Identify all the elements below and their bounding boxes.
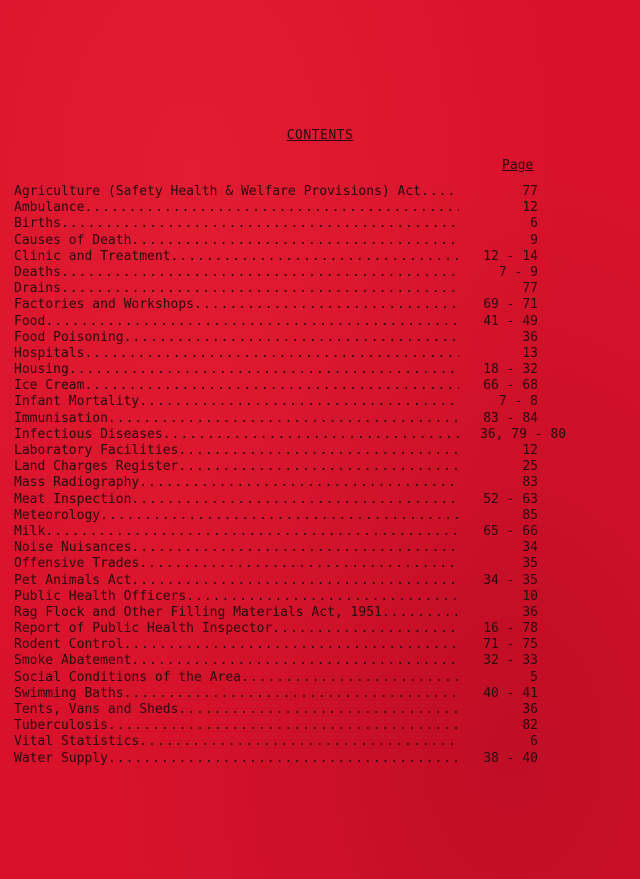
- toc-entry-label: Food .....: [14, 314, 459, 330]
- toc-entry: [14, 233, 574, 249]
- toc-entry-pages: 5: [530, 669, 538, 685]
- toc-entry-pages: 6: [530, 734, 538, 750]
- toc-entry: [14, 281, 574, 297]
- toc-entry-pages: 34: [522, 540, 538, 556]
- toc-entry: [14, 686, 574, 702]
- toc-entry-label: Births .....: [14, 216, 459, 232]
- toc-entry-pages: 83 - 84: [483, 410, 538, 426]
- toc-entry: [14, 621, 574, 637]
- contents-title: CONTENTS: [286, 128, 354, 143]
- toc-entry-label: Deaths .....: [14, 265, 459, 281]
- toc-entry: [14, 573, 574, 589]
- toc-entry-pages: 38 - 40: [483, 750, 538, 766]
- toc-entry-label: Ambulance .....: [14, 200, 459, 216]
- toc-entry: [14, 751, 574, 767]
- toc-entry-label: Agriculture (Safety Health & Welfare Provisions) Act .....: [14, 184, 459, 200]
- toc-entry: [14, 362, 574, 378]
- toc-entry: [14, 653, 574, 669]
- toc-entry-label: Rag Flock and Other Filling Materials Act, 1951 .....: [14, 605, 459, 621]
- toc-entry-label: Food Poisoning .....: [14, 330, 459, 346]
- toc-entry-pages: 77: [522, 184, 538, 199]
- toc-entry: [14, 427, 574, 443]
- toc-entry-pages: 25: [522, 459, 538, 475]
- toc-entry: [14, 702, 574, 718]
- toc-entry: [14, 556, 574, 572]
- toc-entry-pages: 69 - 71: [483, 297, 538, 313]
- toc-entry: [14, 200, 574, 216]
- toc-entry-pages: 34 - 35: [483, 572, 538, 588]
- toc-entry-pages: 40 - 41: [483, 685, 538, 701]
- toc-entry-label: Meat Inspection .....: [14, 492, 459, 508]
- toc-entry-pages: 36: [522, 604, 538, 620]
- toc-entry-label: Clinic and Treatment .....: [14, 249, 459, 265]
- toc-entry: [14, 492, 574, 508]
- toc-entry-label: Vital Statistics .....: [14, 734, 459, 750]
- toc-entry-pages: 83: [522, 475, 538, 491]
- toc-entry-label: Pet Animals Act .....: [14, 573, 459, 589]
- toc-entry: [14, 265, 574, 281]
- toc-entry-label: Water Supply .....: [14, 751, 459, 767]
- toc-entry-pages: 41 - 49: [483, 313, 538, 329]
- toc-entry-pages: 36: [522, 329, 538, 345]
- toc-entry: [14, 249, 574, 265]
- toc-entry: [14, 314, 574, 330]
- toc-entry-label: Meteorology .....: [14, 508, 459, 524]
- toc-entry-pages: 13: [522, 345, 538, 361]
- toc-entry-label: Offensive Trades .....: [14, 556, 459, 572]
- toc-entry-pages: 12 - 14: [483, 248, 538, 264]
- toc-entry-label: Report of Public Health Inspector .....: [14, 621, 459, 637]
- toc-entry-label: Infant Mortality .....: [14, 394, 459, 410]
- toc-entry-label: Noise Nuisances .....: [14, 540, 459, 556]
- toc-entry-pages: 9: [530, 232, 538, 248]
- toc-entry-label: Social Conditions of the Area .....: [14, 670, 459, 686]
- toc-entry-pages: 10: [522, 588, 538, 604]
- toc-entry: [14, 443, 574, 459]
- toc-entry-pages: 77: [522, 281, 538, 297]
- toc-entry-label: Ice Cream .....: [14, 378, 459, 394]
- toc-entry: [14, 589, 574, 605]
- toc-entry: [14, 734, 574, 750]
- toc-entry: [14, 508, 574, 524]
- toc-entry: [14, 346, 574, 362]
- toc-entry-label: Rodent Control .....: [14, 637, 459, 653]
- toc-entry-pages: 66 - 68: [483, 378, 538, 394]
- toc-entry-label: Laboratory Facilities .....: [14, 443, 459, 459]
- toc-entry: [14, 637, 574, 653]
- toc-entry-pages: 12: [522, 200, 538, 216]
- toc-entry-label: Drains .....: [14, 281, 459, 297]
- toc-entry: [14, 216, 574, 232]
- toc-entry: [14, 524, 574, 540]
- toc-entry: [14, 297, 574, 313]
- toc-entry-pages: 7 - 8: [498, 394, 538, 410]
- toc-entry: [14, 330, 574, 346]
- toc-entry-pages: 16 - 78: [483, 621, 538, 637]
- toc-entry: [14, 411, 574, 427]
- toc-entry-pages: 65 - 66: [483, 523, 538, 539]
- toc-entry-pages: 36, 79 - 80: [480, 426, 567, 442]
- toc-entry-label: Public Health Officers .....: [14, 589, 459, 605]
- toc-entry-pages: 18 - 32: [483, 362, 538, 378]
- toc-entry: [14, 475, 574, 491]
- toc-entry-pages: 7 - 9: [498, 264, 538, 280]
- toc-entry: [14, 378, 574, 394]
- toc-entry: [14, 670, 574, 686]
- toc-entry: [14, 394, 574, 410]
- toc-entry-pages: 35: [522, 556, 538, 572]
- toc-entry: [14, 540, 574, 556]
- toc-entry-label: Immunisation .....: [14, 411, 459, 427]
- toc-entry: [14, 605, 574, 621]
- toc-entry-label: Land Charges Register .....: [14, 459, 459, 475]
- toc-entry-label: Infectious Diseases .....: [14, 427, 459, 443]
- toc-entry-label: Factories and Workshops .....: [14, 297, 459, 313]
- toc-entry: [14, 718, 574, 734]
- toc-entry-pages: 36: [522, 702, 538, 717]
- toc-entry-pages: 32 - 33: [483, 653, 538, 669]
- toc-entry-label: Tents, Vans and Sheds .....: [14, 702, 459, 718]
- toc-entry-pages: 6: [530, 216, 538, 232]
- table-of-contents: [14, 184, 574, 767]
- toc-entry-pages: 82: [522, 718, 538, 734]
- toc-entry-pages: 71 - 75: [483, 637, 538, 653]
- toc-entry-label: Housing .....: [14, 362, 459, 378]
- toc-entry-pages: 85: [522, 507, 538, 523]
- toc-entry-pages: 12: [522, 443, 538, 458]
- toc-entry-label: Milk .....: [14, 524, 459, 540]
- page-column-header: Page: [502, 158, 534, 173]
- toc-entry-label: Mass Radiography .....: [14, 475, 459, 491]
- toc-entry-pages: 52 - 63: [483, 491, 538, 507]
- toc-entry: [14, 184, 574, 200]
- toc-entry-label: Hospitals .....: [14, 346, 459, 362]
- toc-entry: [14, 459, 574, 475]
- toc-entry-label: Smoke Abatement .....: [14, 653, 459, 669]
- toc-entry-label: Tuberculosis .....: [14, 718, 459, 734]
- toc-entry-label: Causes of Death .....: [14, 233, 459, 249]
- toc-entry-label: Swimming Baths .....: [14, 686, 459, 702]
